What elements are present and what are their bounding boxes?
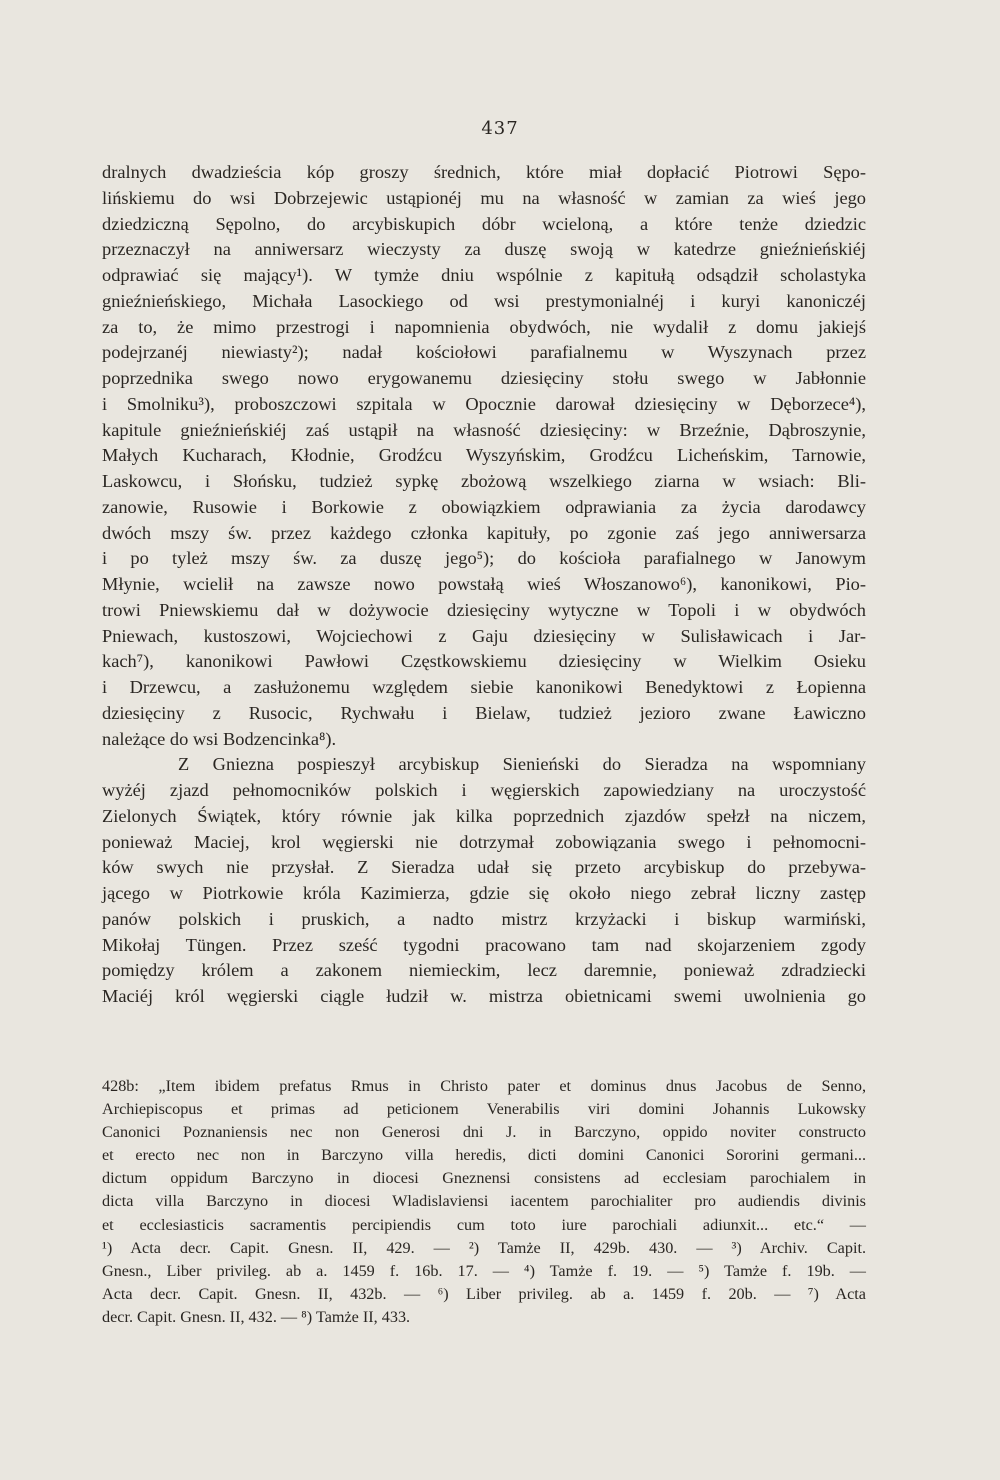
text-line: lińskiemu do wsi Dobrzejewic ustąpionéj mu na własność w zamian za wieś jego xyxy=(102,187,866,208)
text-line: gnieźnieńskiego, Michała Lasockiego od wsi prestymonialnéj i kuryi kanoniczéj xyxy=(102,290,866,311)
text-line: i Smolniku³), proboszczowi szpitala w Opocznie darował dziesięciny w Dęborzece⁴), xyxy=(102,393,866,414)
text-line: Maciéj król węgierski ciągle łudził w. mistrza obietnicami swemi uwolnienia go xyxy=(102,986,866,1006)
text-line: panów polskich i pruskich, a nadto mistrz krzyżacki i biskup warmiński, xyxy=(102,908,866,929)
text-line: Młynie, wcielił na zawsze nowo powstałą wieś Włoszanowo⁶), kanonikowi, Pio- xyxy=(102,574,866,594)
paragraph-end-line: należące do wsi Bodzencinka⁸). xyxy=(102,728,337,749)
text-line: podejrzanéj niewiasty²); nadał kościołowi parafialnemu w Wyszynach przez xyxy=(102,342,866,363)
paragraph-start-line: Z Gniezna pospieszył arcybiskup Sienieński do Sieradza na wspomniany xyxy=(178,754,866,775)
text-line: ków swych nie przysłał. Z Sieradza udał się przeto arcybiskup do przebywa- xyxy=(102,857,866,878)
text-line: dziedziczną Sępolno, do arcybiskupich dóbr wcieloną, a które tenże dziedzic xyxy=(102,213,866,234)
text-line: za to, że mimo przestrogi i napomnienia obydwóch, nie wydalił z domu jakiejś xyxy=(102,316,866,337)
footnote-line: Archiepiscopus et primas ad peticionem Venerabilis viri domini Johannis Lukowsky xyxy=(102,1100,866,1119)
footnote-line: Acta decr. Capit. Gnesn. II, 432b. — ⁶) Liber privileg. ab a. 1459 f. 20b. — ⁷) Acta xyxy=(102,1284,866,1303)
text-line: Laskowcu, i Słońsku, tudzież sypkę zbożową wszelkiego ziarna w wsiach: Bli- xyxy=(102,471,866,491)
text-line: Zielonych Świątek, który równie jak kilka poprzednich zjazdów spełzł na niczem, xyxy=(102,805,866,826)
text-line: jącego w Piotrkowie króla Kazimierza, gdzie się około niego zebrał liczny zastęp xyxy=(102,883,866,903)
footnote-line: dicta villa Barczyno in diocesi Wladislaviensi iacentem parochialiter pro audiendis divinis xyxy=(102,1192,866,1211)
footnote-line: et erecto nec non in Barczyno villa heredis, dicti domini Canonici Sororini germani... xyxy=(102,1146,866,1165)
footnote-line: Canonici Poznaniensis nec non Generosi dni J. in Barczyno, oppido noviter constructo xyxy=(102,1123,866,1142)
text-line: przeznaczył na anniwersarz wieczysty za duszę swoją w katedrze gnieźnieńskiéj xyxy=(102,239,866,260)
text-line: Mikołaj Tüngen. Przez sześć tygodni pracowano tam nad skojarzeniem zgody xyxy=(102,934,866,955)
text-line: dwóch mszy św. przez każdego członka kapituły, po zgonie zaś jego anniwersarza xyxy=(102,522,866,543)
text-line: poprzednika swego nowo erygowanemu dziesięciny stołu swego w Jabłonnie xyxy=(102,368,866,388)
text-line: dralnych dwadzieścia kóp groszy średnich, które miał dopłacić Piotrowi Sępo- xyxy=(102,162,866,182)
main-text xyxy=(102,160,866,1010)
text-line: kach⁷), kanonikowi Pawłowi Częstkowskiemu dziesięciny w Wielkim Osieku xyxy=(102,651,866,672)
footnote-line: 428b: „Item ibidem prefatus Rmus in Christo pater et dominus dnus Jacobus de Senno, xyxy=(102,1077,866,1095)
text-line: pomiędzy królem a zakonem niemieckim, lecz daremnie, ponieważ zdradziecki xyxy=(102,960,866,981)
footnotes xyxy=(102,1075,866,1329)
text-line: Pniewach, kustoszowi, Wojciechowi z Gaju dziesięciny w Sulisławicach i Jar- xyxy=(102,625,866,646)
text-line: wyżéj zjazd pełnomocników polskich i węgierskich zapowiedziany na uroczystość xyxy=(102,780,866,800)
text-line: ponieważ Maciej, krol węgierski nie dotrzymał zobowiązania swego i pełnomocni- xyxy=(102,831,866,852)
text-line: i po tyleż mszy św. za duszę jego⁵); do kościoła parafialnego w Janowym xyxy=(102,548,866,569)
footnote-line: ¹) Acta decr. Capit. Gnesn. II, 429. — ²) Tamże II, 429b. 430. — ³) Archiv. Capit. xyxy=(102,1238,866,1257)
text-line: i Drzewcu, a zasłużonemu względem siebie kanonikowi Benedyktowi z Łopienna xyxy=(102,677,866,697)
footnote-line: et ecclesiasticis sacramentis percipiendis cum toto iure parochiali adiunxit... etc.“ — xyxy=(102,1215,866,1234)
footnote-line: Gnesn., Liber privileg. ab a. 1459 f. 16b. 17. — ⁴) Tamże f. 19. — ⁵) Tamże f. 19b. — xyxy=(102,1261,866,1280)
text-line: Małych Kucharach, Kłodnie, Grodźcu Wyszyńskim, Grodźcu Licheńskim, Tarnowie, xyxy=(102,445,866,466)
page-number: 437 xyxy=(481,118,519,139)
text-line: zanowie, Rusowie i Borkowie z obowiązkiem odprawiania za życia darodawcy xyxy=(102,496,866,517)
text-line: odprawiać się mający¹). W tymże dniu wspólnie z kapitułą odsądził scholastyka xyxy=(102,265,866,285)
text-line: dziesięciny z Rusocic, Rychwału i Bielaw, tudzież jezioro zwane Ławiczno xyxy=(102,702,866,723)
footnote-line: decr. Capit. Gnesn. II, 432. — ⁸) Tamże II, 433. xyxy=(102,1307,411,1326)
footnote-line: dictum oppidum Barczyno in diocesi Gneznensi consistens ad ecclesiam parochialem in xyxy=(102,1169,866,1188)
text-line: trowi Pniewskiemu dał w dożywocie dziesięciny wytyczne w Topoli i w obydwóch xyxy=(102,599,866,620)
text-line: kapitule gnieźnieńskiéj zaś ustąpił na własność dziesięciny: w Brzeźnie, Dąbroszynie, xyxy=(102,419,866,440)
